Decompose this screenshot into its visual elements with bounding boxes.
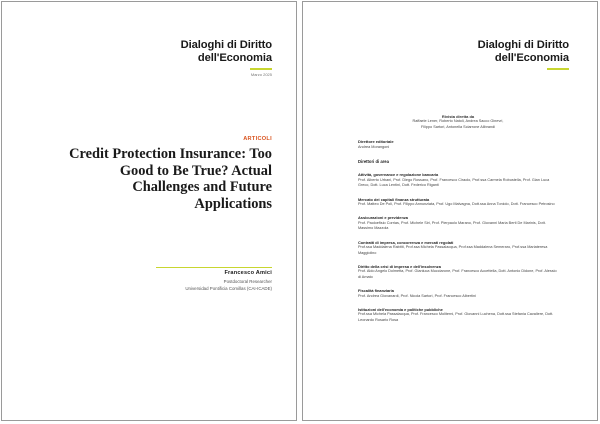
area-members: Prof. Aldo Angelo Dolmetta, Prof. Gianluca Mucciarone, Prof. Francesco Accettella, Dott. Antonio Didone, Prof. Alessio di Amato <box>358 269 557 279</box>
editorial-board-page <box>302 1 598 421</box>
editor-block <box>358 139 558 150</box>
article-cover-page <box>1 1 297 421</box>
area-block <box>358 197 558 208</box>
author-name: Francesco Amici <box>224 270 272 276</box>
areas-title: Direttori di area <box>358 159 389 165</box>
area-block <box>358 264 558 280</box>
accent-divider <box>250 68 272 70</box>
journal-title-line2: dell'Economia <box>197 52 272 64</box>
article-title: Credit Protection Insurance: Too Good to Be True? Actual Challenges and Future Applications <box>69 146 272 212</box>
area-name: Diritto della crisi di impresa e dell'insolvenza <box>358 263 441 269</box>
journal-title-line1: Dialoghi di Diritto <box>477 39 569 51</box>
journal-title-line1: Dialoghi di Diritto <box>180 39 272 51</box>
direction-names-line2: Filippo Sartori, Antonella Sciarrone Alibrandi <box>420 124 496 129</box>
area-name: Mercato dei capitali finanza strutturata <box>358 196 430 202</box>
area-members: Prof. Paoloefisio Corrias, Prof. Michele Siri, Prof. Pierpaolo Marano, Prof. Giovanni Maria Berti De Marinis, Dott. Massimo Mazzola <box>358 220 546 231</box>
area-name: Fiscalità finanziaria <box>358 288 394 294</box>
area-block <box>358 307 558 323</box>
area-members: Prof.ssa Michela Passalacqua, Prof. Francesco Moliterni, Prof. Giovanni Luchena, Dott.ssa Stefania Cavaliere, Dott. Leonardo Rosario Rosa <box>358 312 554 322</box>
area-members: Prof.ssa Maddalena Rabitti, Prof.ssa Michela Passalacqua, Prof.ssa Maddalena Semeraro, Prof.ssa Mariateresa Maggiolino <box>358 245 548 255</box>
area-members: Prof. Alberto Urbani, Prof. Diego Rossano, Prof. Francesco Ciraolo, Prof.ssa Carmela Robustella, Prof. Gian Luca Greco, Dott. Luca Lentini, Dott. Federico Riganti <box>358 177 550 188</box>
direction-block <box>358 114 558 130</box>
accent-divider <box>547 68 569 70</box>
author-divider <box>156 267 272 268</box>
area-block <box>358 215 558 231</box>
author-role: Postdoctoral Researcher <box>223 279 272 284</box>
area-block <box>358 240 558 256</box>
editor-name: Andrea Morangoni <box>358 144 390 149</box>
editor-label: Direttore editoriale <box>358 139 394 145</box>
issue-date: Marzo 2025 <box>250 72 272 77</box>
area-block <box>358 288 558 299</box>
area-members: Prof. Andrea Giovanardi, Prof. Nicola Sartori, Prof. Francesco Albertini <box>358 293 476 298</box>
journal-title <box>478 39 569 65</box>
journal-title-line2: dell'Economia <box>494 52 569 64</box>
area-name: Istituzioni dell'economia e politiche pubbliche <box>358 306 443 312</box>
area-name: Assicurazioni e previdenza <box>358 215 408 221</box>
section-label: ARTICOLI <box>243 136 272 142</box>
area-block <box>358 172 558 188</box>
direction-label: Rivista diretta da <box>441 114 475 119</box>
editorial-board <box>358 114 558 323</box>
area-name: Contratti di impresa, concorrenza e mercati regolati <box>358 239 454 245</box>
author-affiliation: Universidad Pontificia Comillas (CAI-ICADE) <box>185 286 272 291</box>
area-name: Attività, governance e regolazione bancaria <box>358 172 439 178</box>
direction-names-line1: Raffaele Lener, Roberto Natoli, Andrea Sacco Ginevri, <box>412 119 504 124</box>
area-members: Prof. Matteo De Poli, Prof. Filippo Annunziata, Prof. Ugo Malvagna, Dott.ssa Anna Toniolo, Dott. Francesco Petrosino <box>358 202 555 207</box>
journal-title <box>181 39 272 65</box>
